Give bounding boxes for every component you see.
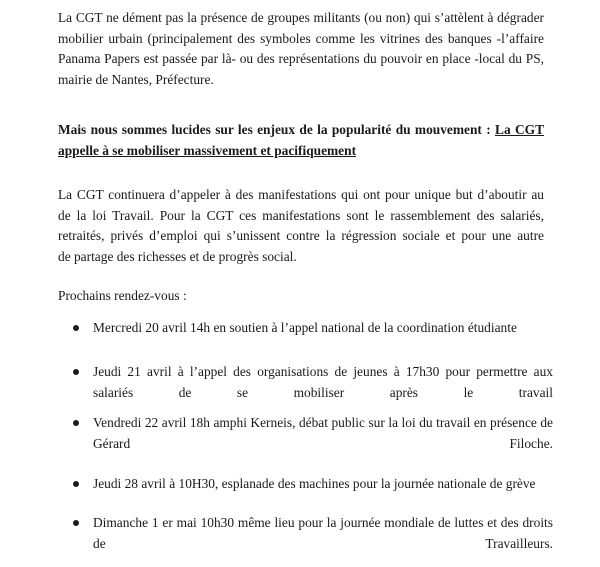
text-line: Vendredi 22 avril 18h amphi Kerneis, débat public sur la loi du travail en présence de (93, 415, 553, 430)
list-item (93, 513, 553, 554)
text-line (58, 120, 544, 141)
text-line: La CGT ne dément pas la présence de groupes militants (ou non) qui s’attèlent à dégrader (58, 10, 544, 25)
text-line: La CGT continuera d’appeler à des manifestations qui ont pour unique but d’aboutir au (58, 187, 544, 202)
text-line: retraités, privés d’emploi qui s’unissent contre la régression sociale et pour une autre (58, 228, 544, 243)
text-line: mairie de Nantes, Préfecture. (58, 71, 214, 87)
text-line: Mercredi 20 avril 14h en soutien à l’appel national de la coordination étudiante (93, 320, 517, 335)
paragraph-cgt-statement (58, 8, 544, 90)
text-line: de partage des richesses et de progrès social. (58, 248, 297, 264)
paragraph-next-events (58, 286, 544, 307)
text-line: Prochains rendez-vous : (58, 288, 187, 303)
bullet-icon (73, 369, 79, 375)
text-line: mobilier urbain (principalement des symboles comme les vitrines des banques -l’affaire (58, 30, 544, 46)
list-item (93, 318, 553, 339)
heading-underlined-text: appelle à se mobiliser massivement et pacifiquement (58, 142, 357, 158)
list-item (93, 474, 553, 495)
paragraph-manifestations (58, 185, 544, 267)
text-line: Jeudi 21 avril à l’appel des organisations de jeunes à 17h30 pour permettre aux (93, 364, 553, 379)
text-line: de la loi Travail. Pour la CGT ces manifestations sont le rassemblement des salariés, (58, 207, 544, 223)
heading-underlined-text: La CGT (495, 122, 544, 137)
text-line (58, 141, 544, 162)
paragraph-bold-heading (58, 120, 544, 161)
text-line: de Travailleurs. (93, 535, 553, 551)
bullet-icon (73, 325, 79, 331)
text-line: Jeudi 28 avril à 10H30, esplanade des machines pour la journée nationale de grève (93, 476, 536, 491)
bullet-icon (73, 520, 79, 526)
text-line: Dimanche 1 er mai 10h30 même lieu pour la journée mondiale de luttes et des droits (93, 515, 553, 530)
text-line: Panama Papers est passée par là- ou des représentations du pouvoir en place -local du PS, (58, 51, 544, 66)
heading-plain-text: Mais nous sommes lucides sur les enjeux de la popularité du mouvement : (58, 122, 496, 137)
bullet-icon (73, 420, 79, 426)
text-line: salariés de se mobiliser après le travail (93, 384, 553, 400)
text-line: Gérard Filoche. (93, 435, 553, 451)
bullet-icon (73, 481, 79, 487)
list-item (93, 413, 553, 454)
list-item (93, 362, 553, 403)
